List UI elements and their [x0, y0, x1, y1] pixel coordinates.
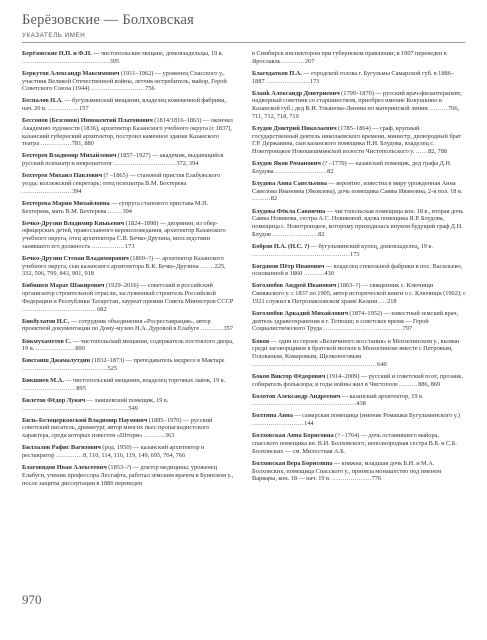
index-entry-pages: 363 [164, 432, 175, 440]
index-entry-name: Болховская Вера Борисовна [252, 459, 333, 467]
index-entry [252, 50, 466, 66]
index-entry-leader: ................... [35, 345, 76, 353]
index-entry [252, 208, 466, 239]
index-entry-name: Бибишев Марат Шакирович [22, 282, 105, 290]
index-entry-pages: 756 [145, 85, 155, 93]
index-entry-pages: 438 [356, 400, 366, 408]
index-entry [22, 417, 236, 440]
index-entry-description: (1857–1927) — академик, выдающийся русский психиатр и невропатолог [22, 152, 224, 168]
index-entry-pages: 357 [223, 325, 234, 333]
header-rule [22, 42, 465, 43]
index-entry-pages: 173 [124, 242, 135, 250]
index-entry-description: — бугульминский купец, домовладелец, 19 в. [309, 242, 433, 250]
index-entry-description: (1874–1952) — известный земский врач, деятель здравоохранения в г. Тетюши; в советское время — Герой Социалистического Труда [252, 309, 459, 333]
index-entry-name: Бобров Н.А. (Н.С. ?) [252, 242, 310, 250]
index-entry-description: (1814/1816–1863) — окончил Академию художеств (1836), архитектор Казанского учебного округа (с 1837), казанский губернский архитектор, построил каменное здание Казанского театра [22, 117, 233, 148]
index-entry-leader: ....... [200, 262, 215, 270]
index-entry [252, 160, 466, 176]
page-number: 970 [22, 592, 42, 607]
index-entry-name: Блудов Яков Романович [252, 160, 321, 168]
index-entry-pages: 82 [270, 195, 278, 203]
index-entry-name: Биллалов Рафис Вагизович [22, 444, 101, 452]
index-entry-description: — самарская помещица (имение Ромашки Бугульминского у.) [292, 412, 461, 420]
index-entry-leader: ............................................... [252, 250, 351, 258]
index-entry [22, 338, 236, 354]
running-head-title: Берёзовские — Болховская [22, 12, 195, 28]
index-entry [22, 50, 236, 66]
index-entry-description: (1911–1962) — уроженец Спасского у., участник Великой Отечественной войны, летчик-истребитель, майор, Герой Советского Союза (1944) [22, 69, 227, 93]
index-entry-pages: 886, 869 [418, 380, 441, 388]
index-entry [22, 444, 236, 460]
index-entry-description: — бугульминский мещанин, владелец кожевенной фабрики, нач. 20 в. [22, 97, 227, 113]
index-entry-name: Билетов Фёдор Лукич [22, 396, 86, 404]
index-entry-name: Боголюбов Аркадий Михайлович [252, 309, 349, 317]
index-entry-leader: ....... [107, 207, 123, 215]
index-entry-description: (1853–?) — доктор медицины, уроженец Елабуги, ученик профессора Лесгафта, работал земским врачом в Буинском у., после защиты диссертации в 1886 переведен [22, 464, 234, 487]
index-entry [252, 412, 466, 428]
index-entry [252, 263, 466, 279]
index-entry-description: — казанский архитектор, 19 в. [340, 392, 424, 400]
index-entry-name: Беркутов Александр Максимович [22, 69, 120, 77]
index-entry-description: — вероятно, известна в миру урожденная Анна Савелова Ивановна (Яковлева), дочь помещика Саввы Ивановна, 2-я пол. 18 в. [252, 179, 463, 195]
index-entry-name: Блудов Дмитрий Николаевич [252, 124, 337, 132]
index-entry-description: — владелец стекольной фабрики в пос. Васильево, основанной в 1860 [252, 262, 463, 278]
index-entry-name: Биктаиш Джамалутдин [22, 357, 91, 365]
index-entry-leader: ............. [55, 452, 83, 459]
index-entry-name: Блудова Анна Савельевна [252, 179, 328, 187]
index-entry [22, 318, 236, 334]
index-entry-name: Болотов Александр Андреевич [252, 392, 341, 400]
index-entry-leader: ............................................................ [252, 360, 378, 368]
index-entry-description: — городской голова г. Бугульмы Самарской губ. в 1886–1887 [252, 69, 455, 85]
index-entry-name: Бехтерев Владимир Михайлович [22, 152, 117, 160]
index-entry-pages: 781, 880 [71, 140, 94, 148]
index-entry-leader: .......................... [90, 85, 146, 93]
index-entry [22, 200, 236, 216]
index-column-left [22, 50, 236, 600]
index-entry-name: Боков [252, 337, 270, 345]
index-entry [252, 70, 466, 86]
index-column-right [252, 50, 466, 600]
index-entry-name: Благодатков П.А. [252, 69, 302, 77]
index-entry-name: Бикшиев М.А. [22, 377, 64, 385]
index-entry-leader: .......... [303, 270, 325, 278]
index-entry-leader: .............................. [113, 160, 177, 168]
index-entry-leader: ............... [47, 105, 80, 113]
index-entry-leader: ................ [91, 242, 125, 250]
index-entry-description: (1885–1970) — русский советский писатель, драматург, автор многих пьес пропагандистского характера, среди которых известен «Шторм» [22, 416, 213, 440]
index-entry-name: Беспалов Н.А. [22, 97, 63, 105]
index-entry-name: Боков Виктор Фёдорович [252, 372, 326, 380]
index-entry-pages: 8, 110, 114, 116, 119, 149, 695, 764, 766 [83, 452, 186, 459]
index-entry-pages: 372, 394 [176, 160, 199, 168]
index-entry [22, 70, 236, 93]
index-entry-leader: ..................... [266, 77, 310, 85]
index-entry-pages: 640 [377, 360, 387, 368]
index-entry [22, 357, 236, 373]
index-entry-description: — супруга станового пристава М.П. Бехтерева, мать В.М. Бехтерева [22, 199, 209, 215]
index-entry-name: Благовидов Иван Алексеевич [22, 464, 107, 472]
index-entry-description: (1869–?) — архитектор Казанского учебного округа, сын казанского архитектора В.К. Бечко-Друзина [22, 254, 224, 270]
index-entry-description: (? –1865) — становой пристав Елабужского уезда; коллежский секретарь; отец психиатра В.М. Бехтерева [22, 172, 221, 187]
index-entry-description: (1914–2009) — русский и советский поэт, прозаик, собиратель фольклора; в годы войны жил в Чистополе [252, 372, 463, 388]
index-entry-leader: ......................... [275, 167, 328, 175]
index-entry [22, 117, 236, 148]
index-entry-name: Бехтерев Михаил Павлович [22, 172, 103, 180]
index-entry-name: Бечко-Друзин Степан Владимирович [22, 254, 129, 262]
index-entry-name: Биль-Белоцерковский Владимир Наумович [22, 416, 148, 424]
index-entry [22, 282, 236, 313]
index-entry-pages: 157 [79, 105, 89, 113]
index-entry [22, 377, 236, 393]
index-entry [22, 397, 236, 413]
index-entry [252, 338, 466, 369]
index-entry-pages: 525 [107, 365, 118, 373]
index-entry-pages: 430 [324, 270, 335, 278]
index-entry-pages: 797 [402, 325, 413, 333]
index-entry-pages: 225, 332, 506, 799, 843, 901, 918 [22, 262, 226, 278]
index-entry-description: — княжна, младшая дочь Б.И. и М.А. Болховских, помещица Спасского у., приняла монашество под именем Варвары, кон. 18 — нач. 19 в. [252, 459, 442, 483]
index-entry-description: — чистопольский мещанин, содержатель постоялого двора, 19 в. [22, 337, 234, 353]
index-entry-description: — чистопольские мещане, домовладельцы, 19 в. [91, 50, 224, 57]
index-entry-description: (род. 1950) — казанский архитектор и реставратор [22, 444, 205, 459]
index-entry-pages: 82, 788 [428, 148, 448, 156]
index-entry-pages: 549 [128, 404, 138, 412]
index-entry [22, 255, 236, 278]
index-entry-description: — чистопольский мещанин, владелец торговых лавок, 19 в. [63, 377, 226, 385]
index-entry-leader: ................................................... [22, 404, 129, 412]
index-entry-leader: .......................................... [22, 57, 110, 65]
index-columns [22, 50, 466, 600]
index-entry-description: — один из героев «Величиного восстания» в Мензелинском у., вызван среди заговорщиков в братской могиле в Мензелинске вместе с Петровым, Голованым, Комаровым, Щелконоговым [252, 337, 460, 361]
index-entry [252, 310, 466, 333]
index-entry-pages: 776 [371, 475, 382, 483]
index-entry-pages: 82 [327, 167, 334, 175]
index-entry-leader: ......... [399, 380, 419, 388]
index-entry-pages: 173 [350, 250, 360, 258]
index-entry-leader: ...... [415, 148, 429, 156]
index-entry [252, 282, 466, 305]
index-entry-name: Боголюбов Андрей Иванович [252, 282, 337, 290]
index-entry-leader: ........................ [22, 187, 73, 195]
index-entry [22, 152, 236, 168]
index-entry-pages: 706, 711, 712, 718, 719 [252, 105, 460, 120]
index-entry [22, 97, 236, 113]
index-entry-leader: .......................... [22, 384, 77, 392]
index-entry-name: Богданов Пётр Иванович [252, 262, 325, 270]
index-entry-name: Бечко-Друзин Владимир Кныьевич [22, 219, 125, 227]
index-entry-pages: 82 [318, 230, 325, 238]
index-entry-leader: .................................... [22, 305, 98, 313]
index-entry-pages: 890 [75, 345, 85, 353]
index-entry-name: Болховская Анна Борисовна [252, 432, 334, 440]
index-entry-leader: ...................... [272, 230, 319, 238]
index-entry-pages: 394 [72, 187, 82, 195]
index-entry-leader: ......................... [252, 420, 305, 428]
index-entry-name: Бикбулатов Н.С. [22, 317, 70, 325]
index-entry-description: (1824–1898) — дворянин, из обер-офицерских детей, православного вероисповедания, архитектор Казанского учебного округа, отец архитектора С.В. Бечко-Друзина, впоследствии занявшего его должность [22, 219, 226, 250]
index-entry-name: Бехтерева Мария Михайловна [22, 199, 110, 207]
index-entry-description: (? –1770) — казанский помещик, дед графа Д.Н. Блудова [252, 160, 452, 175]
index-entry [252, 432, 466, 455]
index-entry-pages: 218 [387, 297, 397, 305]
index-entry-description: (1832–1873) — преподаватель медресе в Мактаре [90, 357, 225, 365]
index-entry [22, 464, 236, 487]
index-entry-pages: 144 [304, 420, 314, 428]
index-entry-leader: .... [378, 297, 388, 305]
index-entry-description: — сотрудник объединения «Росреставрация», автор проектной документации по Дому-музею Н.А. Дуровой в Елабуге [22, 317, 211, 333]
index-entry [252, 125, 466, 156]
running-head-subtitle: УКАЗАТЕЛЬ ИМЕН [22, 32, 86, 39]
index-entry-description: — лаишевский помещик, 19 в. [85, 396, 169, 404]
index-entry [252, 393, 466, 409]
index-entry-name: Блank Александр Дмитриевич [252, 89, 340, 97]
index-entry [252, 243, 466, 259]
index-entry-pages: 895 [76, 384, 86, 392]
running-header [22, 12, 465, 43]
index-entry-leader: .......... [143, 432, 165, 440]
index-entry [252, 373, 466, 389]
index-entry-description: — чистопольская помещица кон. 18 в., вторая дочь Саввы Новикова, сестра А.С. Новиковой, вдова помещика Я.Р. Блудова, помещица с. Новотроицкое, которому приходилась внуком будущий граф Д.Н. Блудов [252, 207, 464, 238]
index-entry-leader: ...................................... [323, 325, 403, 333]
index-entry-leader: .................................................. [252, 400, 357, 408]
index-entry-description: в Симбирск инспектором при губернском правлении; в 1907 переведен в Ярославль [252, 50, 447, 65]
index-entry-name: Бессонов (Безсонов) Иннокентий Платонович [22, 117, 153, 125]
index-entry-pages: 267 [304, 57, 315, 65]
index-entry [22, 220, 236, 251]
index-entry-pages: 394 [122, 207, 132, 215]
index-entry-leader: ......... [429, 105, 448, 113]
index-entry-description: (1799–1870) — русский врач-филантерапевт, надворный советник со старшинством, приобрел имение Кокушкино в Казанской губ.; дед В.И. Ульянова-Ленина по материнской линии [252, 89, 462, 113]
index-entry [252, 460, 466, 483]
index-entry-name: Болтина Анна [252, 412, 293, 420]
index-entry-description: (1863–?) — священник с. Ключищи Свияжского у. с 1837 по 1905, автор исторической книги о с. Ключищи (1902); с 1921 служил в Петропавловском храме Казани [252, 282, 466, 305]
index-entry-description: (? –1764) — дочь оставившего майора, спасского помещика кн. В.И. Болховского, неполнородная сестра В.Б. и С.Б. Болховских — см. Милостная А.Б. [252, 432, 457, 455]
index-entry-description: (1929–2016) — советский и российский организатор строительной отрасли, заслуженный строитель Российской Федерации и Республики Татарстан, лауреат премии Совета Министров СССР [22, 282, 234, 305]
index-entry-pages: 682 [97, 305, 107, 313]
index-entry-name: Блудова Фёкла Саввична [252, 207, 326, 215]
index-entry-leader: ......................................... [22, 365, 108, 373]
index-entry [22, 172, 236, 195]
index-entry-leader: ................... [331, 475, 372, 483]
index-entry [252, 180, 466, 203]
index-entry [252, 90, 466, 121]
index-entry-pages: 173 [309, 77, 320, 85]
index-entry-leader: ........... [200, 325, 224, 333]
index-entry-description: (1785–1864) — граф, крупный государственный деятель николаевского времени, министр, двоюродный брат Г.Р. Державина, сын казанского помещика Н.И. Блудова, владелец с. Новотроицкое Новошешминской волости Чистопольского у. [252, 124, 462, 156]
index-entry-name: Берёзовские Н.П. и Ф.Н. [22, 50, 92, 57]
index-entry-leader: ........... [281, 57, 305, 65]
index-entry-name: Бикмухаметов С. [22, 337, 72, 345]
index-entry-pages: 395 [109, 57, 120, 65]
index-entry-leader: ......... [252, 195, 271, 203]
index-entry-leader: ............... [40, 140, 72, 148]
